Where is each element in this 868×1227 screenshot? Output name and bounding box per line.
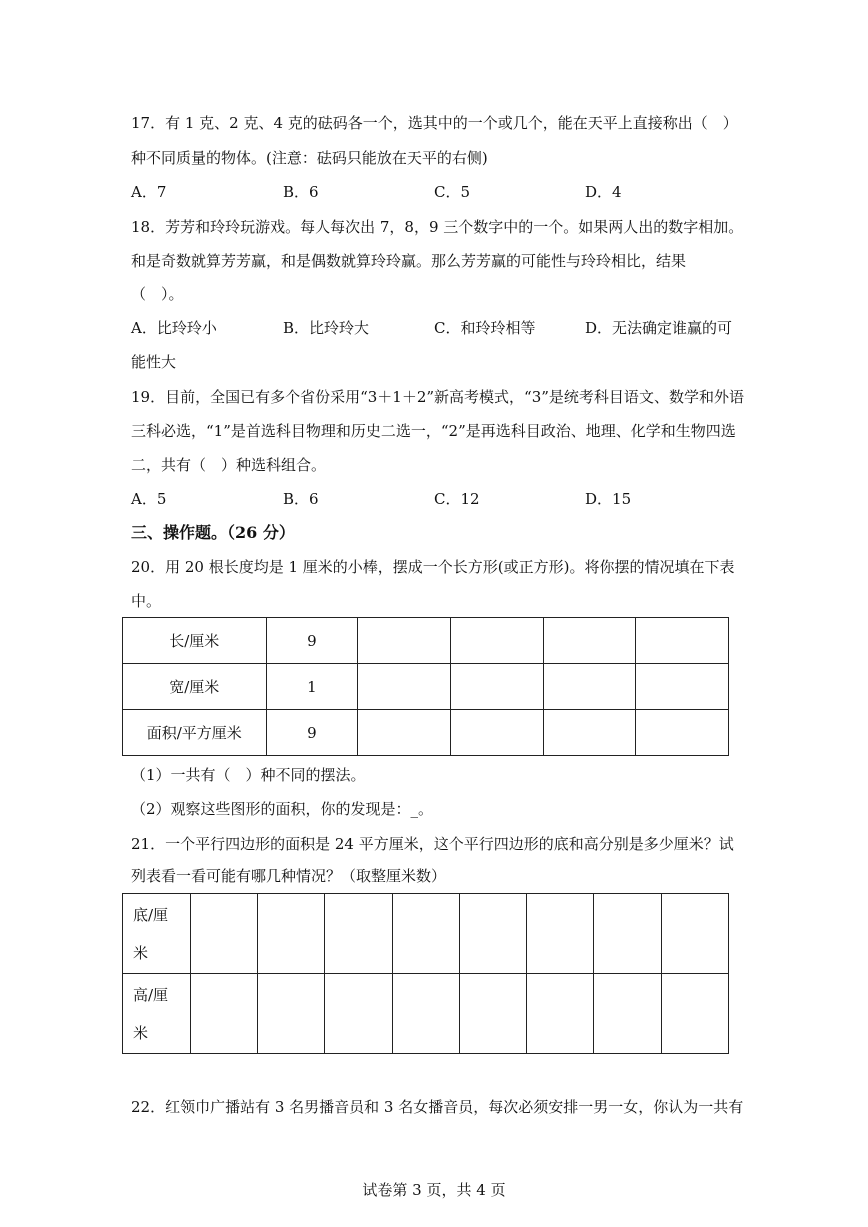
q18-text-line3: （ ）。 (131, 285, 184, 303)
q19-option-a: A．5 (131, 490, 167, 508)
q22-text-line1: 22．红领巾广播站有 3 名男播音员和 3 名女播音员，每次必须安排一男一女，你认为一共有 (131, 1098, 744, 1116)
q19-option-b: B．6 (283, 490, 319, 508)
row-label-height (123, 974, 191, 1054)
q18-option-a: A．比玲玲小 (131, 319, 217, 337)
blank-cell[interactable] (594, 974, 661, 1054)
q18-option-c: C．和玲玲相等 (434, 319, 536, 337)
blank-cell[interactable] (543, 710, 636, 756)
cell-value: 9 (266, 618, 358, 664)
q17-option-d: D．4 (585, 183, 622, 201)
blank-cell[interactable] (358, 618, 451, 664)
section-3-heading: 三、操作题。（26 分） (131, 523, 295, 542)
blank-cell[interactable] (527, 974, 594, 1054)
blank-cell[interactable] (325, 894, 392, 974)
page-footer: 试卷第 3 页，共 4 页 (362, 1181, 506, 1199)
q21-table (122, 893, 729, 1054)
cell-value: 1 (266, 664, 358, 710)
row-label: 面积/平方厘米 (123, 710, 267, 756)
q17-text-line2: 种不同质量的物体。(注意：砝码只能放在天平的右侧) (131, 149, 488, 167)
q17-option-a: A．7 (131, 183, 167, 201)
blank-cell[interactable] (358, 664, 451, 710)
blank-cell[interactable] (450, 618, 543, 664)
q19-text-line2: 三科必选，“1”是首选科目物理和历史二选一，“2”是再选科目政治、地理、化学和生物四选 (131, 422, 736, 440)
q20-sub2: （2）观察这些图形的面积，你的发现是：_。 (131, 800, 434, 818)
q19-text-line3: 二，共有（ ）种选科组合。 (131, 456, 327, 474)
row-label-base (123, 894, 191, 974)
q18-option-b: B．比玲玲大 (283, 319, 370, 337)
blank-cell[interactable] (543, 664, 636, 710)
row-label-height-b: 米 (133, 1023, 149, 1042)
q18-option-d-cont: 能性大 (131, 353, 177, 371)
q20-text-line1: 20．用 20 根长度均是 1 厘米的小棒，摆成一个长方形(或正方形)。将你摆的情况填在下表 (131, 558, 735, 576)
q21-text-line2: 列表看一看可能有哪几种情况？（取整厘米数） (131, 867, 447, 885)
row-label-base-a: 底/厘 (133, 905, 169, 924)
q19-option-d: D．15 (585, 490, 632, 508)
q18-option-d: D．无法确定谁赢的可 (585, 319, 733, 337)
blank-cell[interactable] (636, 664, 729, 710)
q18-text-line1: 18．芳芳和玲玲玩游戏。每人每次出 7，8，9 三个数字中的一个。如果两人出的数字相加。 (131, 218, 744, 236)
blank-cell[interactable] (450, 664, 543, 710)
q19-text-line1: 19．目前，全国已有多个省份采用“3＋1＋2”新高考模式，“3”是统考科目语文、数学和外语 (131, 388, 744, 406)
blank-cell[interactable] (661, 974, 728, 1054)
q17-option-c: C．5 (434, 183, 471, 201)
row-label: 宽/厘米 (123, 664, 267, 710)
blank-cell[interactable] (594, 894, 661, 974)
blank-cell[interactable] (636, 710, 729, 756)
blank-cell[interactable] (661, 894, 728, 974)
blank-cell[interactable] (257, 894, 324, 974)
blank-cell[interactable] (543, 618, 636, 664)
q19-option-c: C．12 (434, 490, 480, 508)
cell-value: 9 (266, 710, 358, 756)
blank-cell[interactable] (459, 894, 526, 974)
row-label-base-b: 米 (133, 943, 149, 962)
q18-text-line2: 和是奇数就算芳芳赢，和是偶数就算玲玲赢。那么芳芳赢的可能性与玲玲相比，结果 (131, 252, 687, 270)
blank-cell[interactable] (190, 894, 257, 974)
q21-text-line1: 21．一个平行四边形的面积是 24 平方厘米，这个平行四边形的底和高分别是多少厘米？试 (131, 835, 734, 853)
table-row (123, 974, 729, 1054)
q17-text-line1: 17．有 1 克、2 克、4 克的砝码各一个，选其中的一个或几个，能在天平上直接称出（ ） (131, 114, 738, 132)
blank-cell[interactable] (459, 974, 526, 1054)
blank-cell[interactable] (358, 710, 451, 756)
row-label-height-a: 高/厘 (133, 985, 169, 1004)
blank-cell[interactable] (257, 974, 324, 1054)
q20-table (122, 617, 729, 756)
blank-cell[interactable] (450, 710, 543, 756)
table-row (123, 710, 729, 756)
row-label: 长/厘米 (123, 618, 267, 664)
q20-text-line2: 中。 (131, 592, 162, 610)
table-row (123, 664, 729, 710)
blank-cell[interactable] (325, 974, 392, 1054)
blank-cell[interactable] (392, 974, 459, 1054)
blank-cell[interactable] (392, 894, 459, 974)
blank-cell[interactable] (190, 974, 257, 1054)
blank-cell[interactable] (527, 894, 594, 974)
table-row (123, 894, 729, 974)
blank-cell[interactable] (636, 618, 729, 664)
q17-option-b: B．6 (283, 183, 319, 201)
table-row (123, 618, 729, 664)
q20-sub1: （1）一共有（ ）种不同的摆法。 (131, 766, 366, 784)
